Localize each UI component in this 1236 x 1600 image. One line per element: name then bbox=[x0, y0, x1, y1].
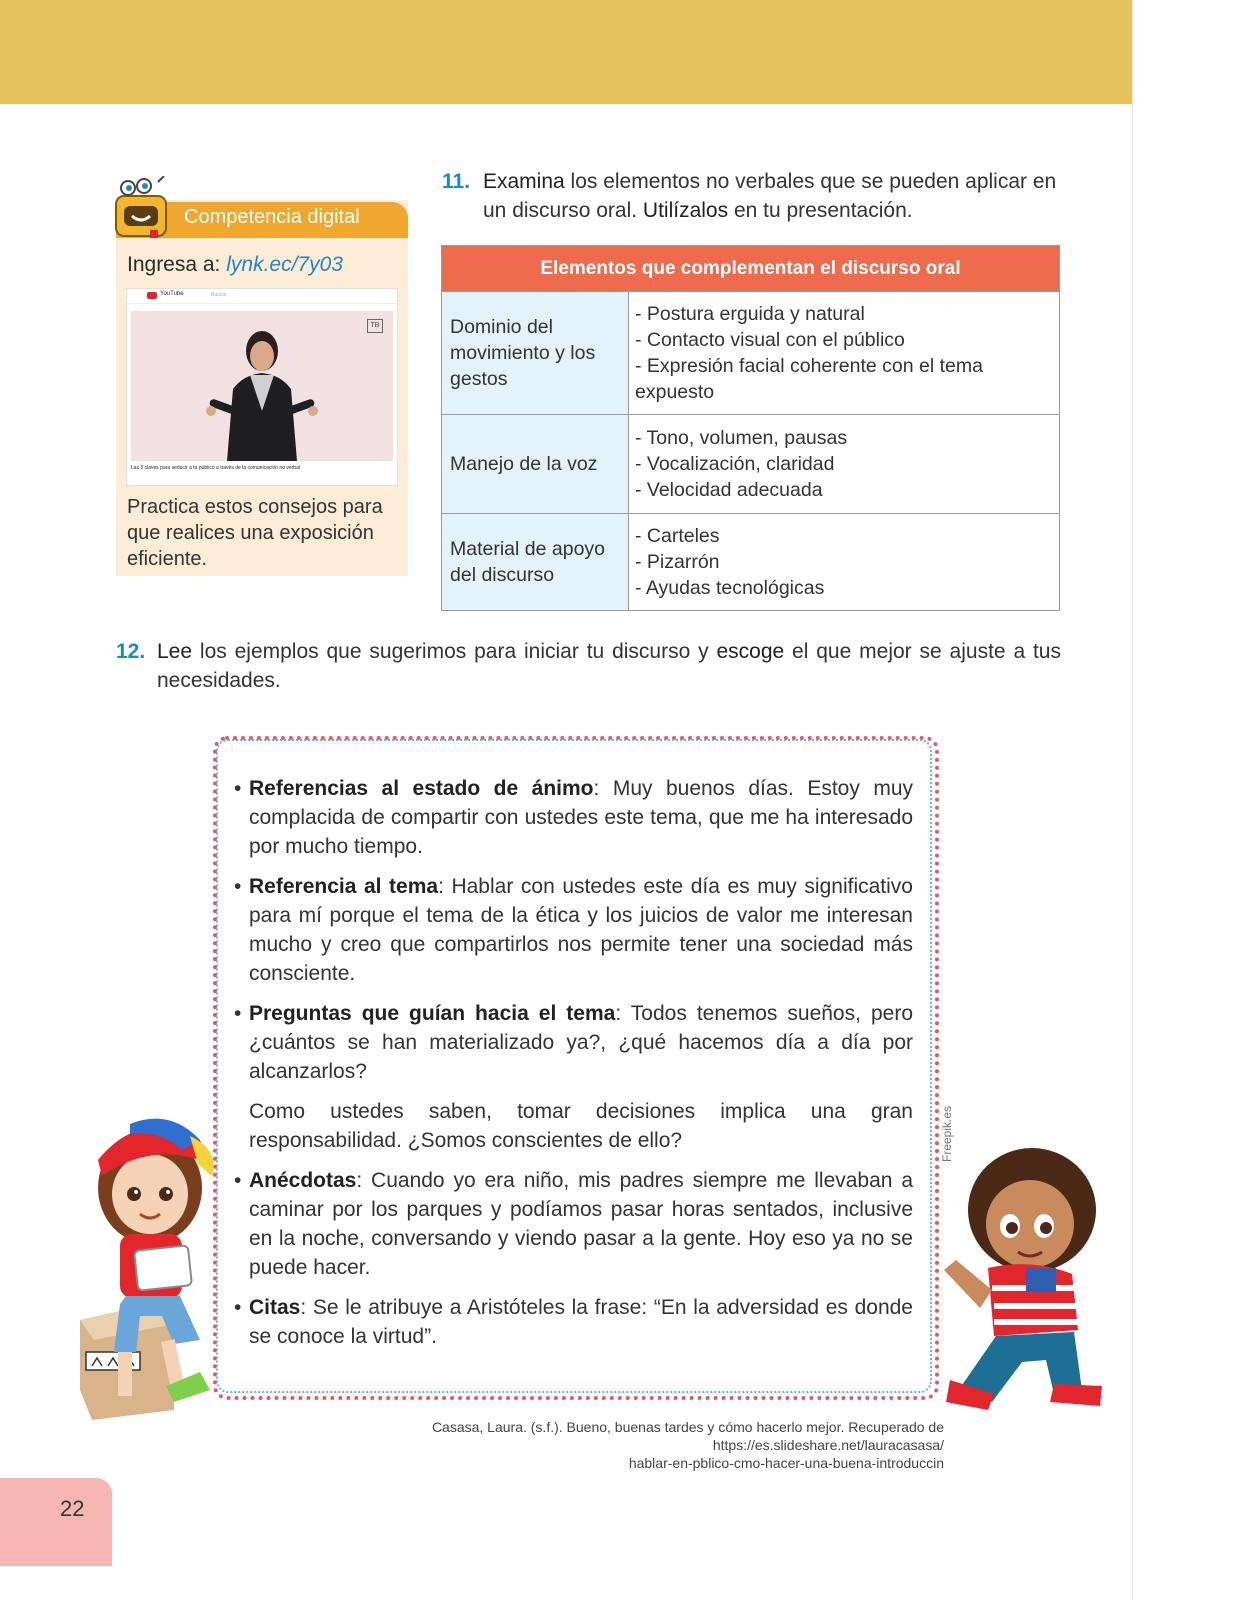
list-item bbox=[232, 1293, 913, 1351]
citation bbox=[200, 1418, 944, 1472]
top-band bbox=[0, 0, 1132, 104]
table-items bbox=[629, 415, 1060, 514]
example-label: Referencia al tema bbox=[249, 875, 439, 898]
examples-list bbox=[232, 774, 913, 1362]
video-player[interactable] bbox=[131, 311, 393, 461]
example-text: Como ustedes saben, tomar decisiones implica una gran responsabilidad. ¿Somos conscientes de ello? bbox=[249, 1100, 913, 1152]
tb-badge-icon: TB bbox=[367, 319, 383, 333]
citation-line: Casasa, Laura. (s.f.). Bueno, buenas tardes y cómo hacerlo mejor. Recuperado de https://es.slideshare.net/lauracasasa/ bbox=[431, 1419, 944, 1453]
youtube-logo-icon bbox=[147, 292, 157, 299]
instruction-text: el que mejor se ajuste a tus necesidades. bbox=[157, 640, 1061, 692]
bullet-icon: • bbox=[234, 777, 242, 800]
example-text: : Hablar con ustedes este día es muy significativo para mí porque el tema de la ética y los juicios de valor me interesan mucho y creo que compartirlos nos permite tener una sociedad más consciente. bbox=[249, 875, 913, 985]
example-label: Preguntas que guían hacia el tema bbox=[249, 1002, 616, 1025]
example-label: Anécdotas bbox=[249, 1169, 357, 1192]
example-text: : Se le atribuye a Aristóteles la frase: “En la adversidad es donde se conoce la virtud”. bbox=[249, 1296, 913, 1348]
video-top-bar bbox=[127, 289, 397, 304]
table-item: - Contacto visual con el público bbox=[635, 329, 905, 351]
table-items bbox=[629, 292, 1060, 415]
video-search-box: Buscar bbox=[211, 292, 227, 298]
list-item bbox=[232, 872, 913, 988]
boy-pointing-illustration bbox=[932, 1140, 1112, 1410]
table-item: - Velocidad adecuada bbox=[635, 479, 823, 501]
instruction-text: los elementos no verbales que se pueden aplicar en un discurso oral. bbox=[483, 170, 1057, 222]
action-verb: escoge bbox=[716, 640, 785, 663]
robot-icon bbox=[108, 176, 178, 242]
video-thumbnail[interactable] bbox=[126, 288, 398, 486]
table-title: Elementos que complementan el discurso oral bbox=[442, 246, 1060, 292]
question-number: 12. bbox=[116, 640, 146, 663]
action-verb: Utilízalos bbox=[642, 199, 729, 222]
bullet-icon: • bbox=[234, 1296, 242, 1319]
table-items bbox=[629, 514, 1060, 611]
elements-table bbox=[441, 245, 1060, 611]
action-verb: Lee bbox=[157, 640, 193, 663]
table-item: - Ayudas tecnológicas bbox=[635, 577, 825, 599]
instruction-text: en tu presentación. bbox=[728, 199, 913, 222]
question-text bbox=[483, 167, 1073, 225]
table-item: - Carteles bbox=[635, 525, 720, 547]
table-item: - Vocalización, claridad bbox=[635, 453, 835, 475]
list-item bbox=[232, 1097, 913, 1155]
citation-line: hablar-en-pblico-cmo-hacer-una-buena-introduccin bbox=[628, 1455, 944, 1471]
list-item bbox=[232, 999, 913, 1086]
page-number: 22 bbox=[60, 1496, 85, 1521]
bullet-icon: • bbox=[234, 1002, 242, 1025]
instruction-text: los ejemplos que sugerimos para iniciar tu discurso y bbox=[192, 640, 717, 663]
list-item bbox=[232, 774, 913, 861]
table-category: Manejo de la voz bbox=[442, 415, 629, 514]
table-row bbox=[442, 292, 1060, 415]
table-category: Dominio del movimiento y los gestos bbox=[442, 292, 629, 415]
table-item: - Postura erguida y natural bbox=[635, 303, 865, 325]
example-text: : Muy buenos días. Estoy muy complacida de compartir con ustedes este tema, que me ha interesado por mucho tiempo. bbox=[249, 777, 913, 858]
table-category: Material de apoyo del discurso bbox=[442, 514, 629, 611]
list-item bbox=[232, 1166, 913, 1282]
image-credit: Freepik.es bbox=[940, 1105, 954, 1162]
page-number-tab bbox=[0, 1478, 112, 1566]
bullet-icon: • bbox=[234, 1169, 242, 1192]
practice-text bbox=[127, 494, 397, 572]
action-verb: Examina bbox=[483, 170, 565, 193]
youtube-logo-text: YouTube bbox=[160, 291, 184, 297]
table-row bbox=[442, 514, 1060, 611]
video-caption: Las 5 claves para seducir a tu público a través de la comunicación no verbal bbox=[131, 465, 300, 471]
page-edge bbox=[1132, 0, 1133, 1600]
example-text: : Todos tenemos sueños, pero ¿cuántos se han materializado ya?, ¿qué hacemos día a día por alcanzarlos? bbox=[249, 1002, 913, 1083]
practice-verb: Practica bbox=[127, 496, 200, 518]
question-number: 11. bbox=[442, 170, 471, 193]
question-text bbox=[157, 637, 1061, 695]
practice-rest: estos consejos para que realices una exposición eficiente. bbox=[127, 496, 383, 570]
table-item: - Expresión facial coherente con el tema expuesto bbox=[635, 355, 983, 403]
table-row bbox=[442, 415, 1060, 514]
bullet-icon: • bbox=[234, 875, 242, 898]
competencia-digital-title: Competencia digital bbox=[184, 206, 360, 228]
presenter-illustration bbox=[131, 311, 393, 461]
link-line bbox=[127, 253, 343, 277]
girl-with-tablet-illustration bbox=[70, 1090, 240, 1420]
table-item: - Pizarrón bbox=[635, 551, 720, 573]
example-label: Citas bbox=[249, 1296, 301, 1319]
table-item: - Tono, volumen, pausas bbox=[635, 427, 848, 449]
example-text: : Cuando yo era niño, mis padres siempre me llevaban a caminar por los parques y podíamos pasar horas sentados, inclusive en la noche, conversando y viendo pasar a la gente. Hoy eso ya no se puede hacer. bbox=[249, 1169, 913, 1279]
link-prefix: Ingresa a: bbox=[127, 253, 227, 276]
example-label: Referencias al estado de ánimo bbox=[249, 777, 594, 800]
video-link[interactable]: lynk.ec/7y03 bbox=[226, 253, 343, 276]
